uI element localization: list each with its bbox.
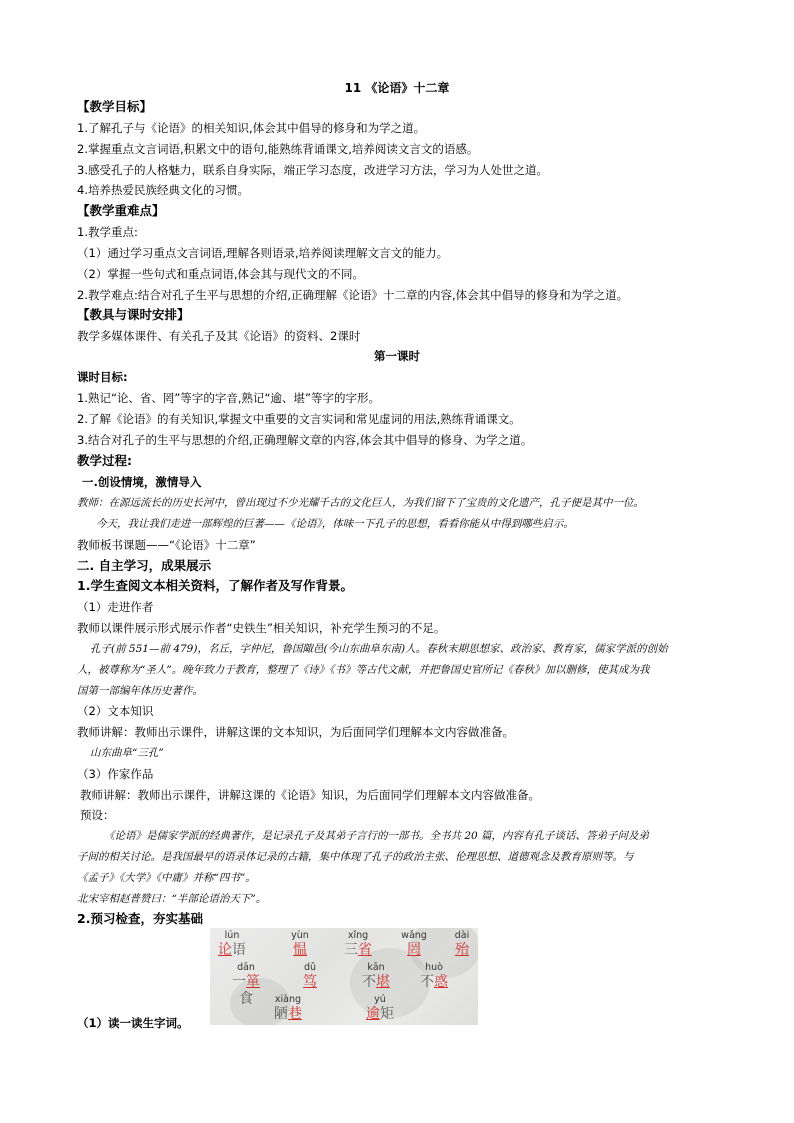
teacher-text: 教师：在源远流长的历史长河中，曾出现过不少光耀千古的文化巨人，为我们留下了宝贵的文化遗产，孔子便是其中一位。 (77, 497, 644, 509)
class-goal-label: 课时目标: (77, 370, 128, 384)
sankong-text: 山东曲阜“三孔” (90, 747, 164, 759)
section-heading-key: 【教学重难点】 (77, 203, 165, 218)
key-item: （1）通过学习重点文言词语,理解各则语录,培养阅读理解文言文的能力。 (77, 246, 449, 260)
lunyu-text: 子间的相关讨论。是我国最早的语录体记录的古籍，集中体现了孔子的政治主张、伦理思想、道德观念及教育原则等。与 (77, 851, 634, 863)
key-item: （2）掌握一些句式和重点词语,体会其与现代文的不同。 (77, 267, 364, 281)
preset-label: 预设： (80, 808, 115, 822)
sub-heading: （2）文本知识 (77, 704, 154, 718)
step-heading: 二. 自主学习，成果展示 (77, 558, 212, 573)
vocab-char: kān 不堪 (362, 962, 390, 990)
vocab-char: xiàng 陋巷 (274, 994, 302, 1022)
vocab-image (210, 928, 478, 1025)
author-intro: 教师以课件展示形式展示作者“史铁生”相关知识，补充学生预习的不足。 (77, 621, 446, 635)
vocab-char: wǎng 罔 (401, 930, 427, 958)
confucius-text: 国第一部编年体历史著作。 (77, 685, 203, 697)
key-item: 2.教学难点:结合对孔子生平与思想的介绍,正确理解《论语》十二章的内容,体会其中倡导的修身和为学之道。 (77, 288, 629, 302)
vocab-char: dài 殆 (454, 930, 470, 958)
vocab-char: dǔ 笃 (303, 962, 317, 990)
teacher-text: 今天，我让我们走进一部辉煌的巨著——《论语》，体味一下孔子的思想，看看你能从中得到哪些启示。 (96, 518, 574, 530)
lesson-heading: 第一课时 (374, 349, 420, 363)
text-explain: 教师讲解：教师出示课件，讲解这课的文本知识，为后面同学们理解本文内容做准备。 (77, 725, 514, 739)
class-goal-item: 1.熟记“论、省、罔”等字的字音,熟记“逾、堪”等字的字形。 (77, 391, 380, 405)
zhaopu-text: 北宋宰相赵普赞曰：“半部论语治天下”。 (77, 893, 267, 905)
doc-title: 11 《论语》十二章 (344, 81, 450, 95)
goal-item: 4.培养热爱民族经典文化的习惯。 (77, 183, 249, 197)
confucius-text: 人，被尊称为“圣人”。晚年致力于教育，整理了《诗》《书》等古代文献，并把鲁国史官所记《春秋》加以删修，使其成为我 (77, 664, 650, 676)
goal-item: 1.了解孔子与《论语》的相关知识,体会其中倡导的修身和为学之道。 (77, 121, 426, 135)
vocab-char: yùn 愠 (291, 930, 309, 958)
vocab-char: lún 论语 (218, 930, 246, 958)
vocab-char: xǐng 三省 (344, 930, 372, 958)
class-goal-item: 2.了解《论语》的有关知识,掌握文中重要的文言实词和常见虚词的用法,熟练背诵课文。 (77, 412, 521, 426)
key-item: 1.教学重点: (77, 225, 138, 239)
process-label: 教学过程: (77, 453, 132, 468)
vocab-char: huò 不惑 (420, 962, 448, 990)
confucius-text: 孔子(前 551—前 479)，名丘，字仲尼，鲁国陬邑(今山东曲阜东南)人。春秋末期思想家、政治家、教育家，儒家学派的创始 (90, 643, 668, 655)
work-explain: 教师讲解：教师出示课件，讲解这课的《论语》知识，为后面同学们理解本文内容做准备。 (80, 788, 540, 802)
sub-heading: （1）走进作者 (77, 600, 154, 614)
goal-item: 2.掌握重点文言词语,积累文中的语句,能熟练背诵课文,培养阅读文言文的语感。 (77, 142, 479, 156)
lunyu-text: 《论语》是儒家学派的经典著作，是记录孔子及其弟子言行的一部书。全书共 20 篇，内容有孔子谈话、答弟子问及弟 (104, 830, 650, 842)
vocab-char: dān 一箪食 (232, 962, 260, 1007)
board-text: 教师板书课题——“《论语》十二章” (77, 538, 256, 552)
step-subheading: 1.学生查阅文本相关资料，了解作者及写作背景。 (77, 578, 353, 593)
step-subheading: 2.预习检查，夯实基础 (77, 911, 203, 926)
section-heading-tools: 【教具与课时安排】 (77, 307, 190, 322)
lunyu-text: 《孟子》《大学》《中庸》并称“四书”。 (77, 872, 256, 884)
section-heading-goals: 【教学目标】 (77, 99, 153, 114)
class-goal-item: 3.结合对孔子的生平与思想的介绍,正确理解文章的内容,体会其中倡导的修身、为学之道。 (77, 433, 533, 447)
step-heading: 一.创设情境，激情导入 (82, 475, 202, 489)
tools-text: 教学多媒体课件、有关孔子及其《论语》的资料、2课时 (77, 329, 361, 343)
vocab-char: yú 逾矩 (366, 994, 394, 1022)
goal-item: 3.感受孔子的人格魅力，联系自身实际，端正学习态度，改进学习方法，学习为人处世之道。 (77, 163, 548, 177)
read-label: （1）读一读生字词。 (77, 1016, 189, 1030)
sub-heading: （3）作家作品 (77, 767, 154, 781)
